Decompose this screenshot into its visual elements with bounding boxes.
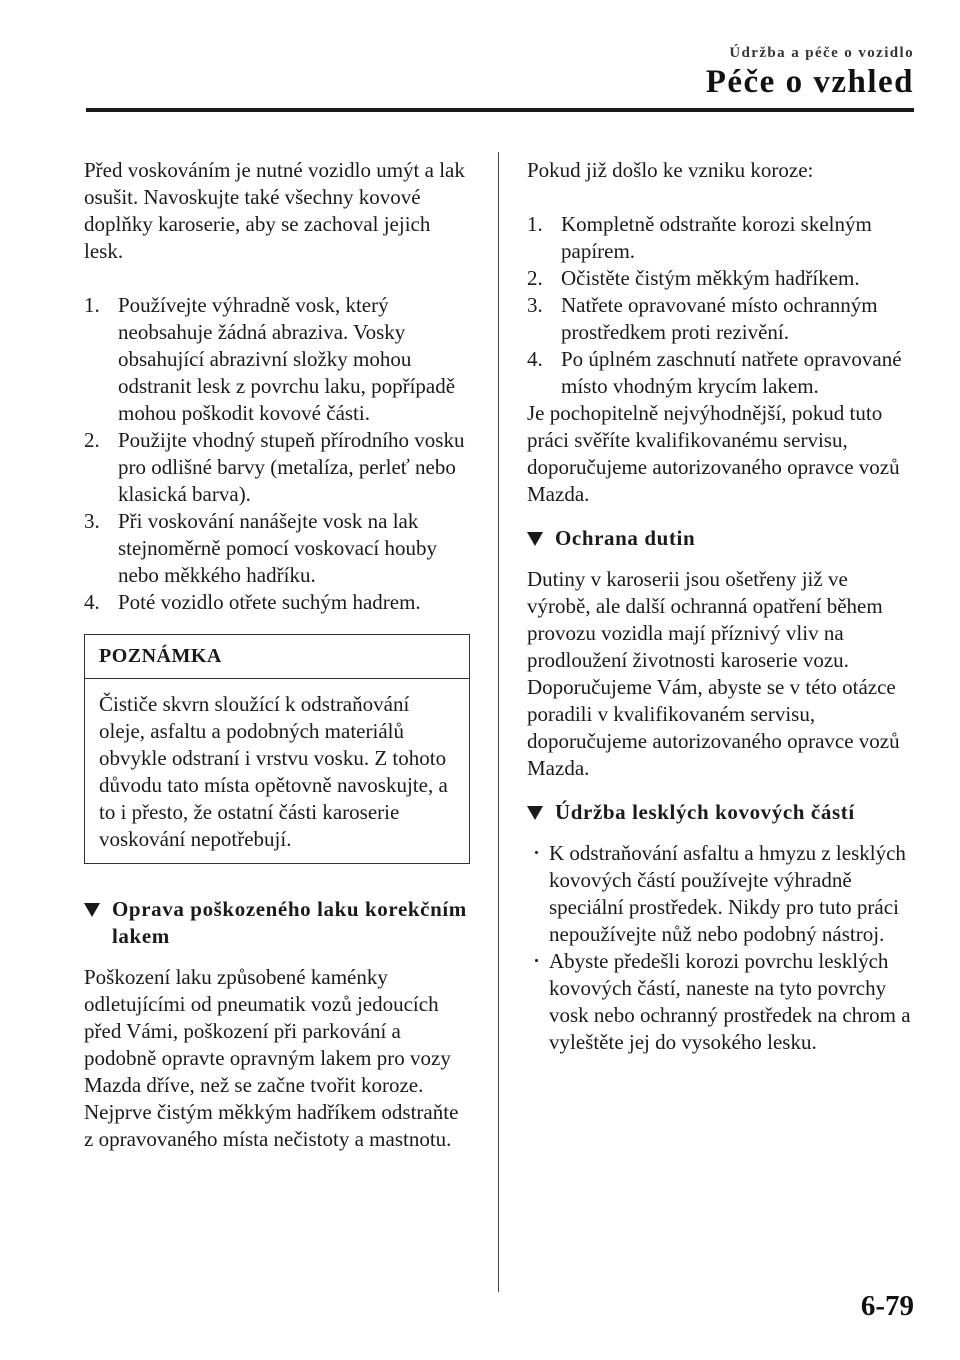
triangle-down-icon — [527, 806, 543, 820]
list-item — [84, 427, 470, 508]
step-text: Po úplném zaschnutí natřete opravované místo vhodným krycím lakem. — [561, 347, 902, 398]
step-text: Používejte výhradně vosk, který neobsahuje žádná abraziva. Vosky obsahující abrazivní složky mohou odstranit lesk z povrchu laku, popřípadě mohou poškodit kovové části. — [118, 293, 456, 425]
triangle-down-icon — [527, 532, 543, 546]
bullet-icon — [535, 959, 538, 962]
left-intro: Před voskováním je nutné vozidlo umýt a lak osušit. Navoskujte také všechny kovové doplňky karoserie, aby se zachoval jejich lesk. — [84, 158, 465, 263]
bullet-text: Abyste předešli korozi povrchu lesklých kovových částí, naneste na tyto povrchy vosk nebo ochranný prostředek na chrom a vyleštěte jej do vysokého lesku. — [549, 949, 911, 1054]
step-text: Očistěte čistým měkkým hadříkem. — [561, 266, 860, 290]
note-title: POZNÁMKA — [85, 635, 469, 679]
left-column — [84, 157, 470, 1153]
note-box — [84, 634, 470, 864]
section-heading — [527, 799, 915, 826]
step-number: 1. — [527, 212, 543, 236]
section-title: Údržba a péče o vozidlo — [729, 45, 914, 61]
column-divider — [498, 152, 499, 1292]
step-number: 2. — [527, 266, 543, 290]
corrosion-steps — [527, 211, 915, 400]
step-text: Kompletně odstraňte korozi skelným papírem. — [561, 212, 872, 263]
heading-text: Oprava poškozeného laku korekčním lakem — [112, 897, 467, 948]
step-text: Poté vozidlo otřete suchým hadrem. — [118, 590, 421, 614]
list-item — [527, 265, 915, 292]
paint-repair-paragraph: Poškození laku způsobené kaménky odletujícími od pneumatik vozů jedoucích před Vámi, poškození při parkování a podobně opravte opravným lakem pro vozy Mazda dříve, než se začne tvořit koroze. Nejprve čistým měkkým hadříkem odstraňte z opravovaného místa nečistoty a mastnotu. — [84, 965, 459, 1151]
section-heading — [527, 525, 915, 552]
right-column — [527, 157, 915, 1056]
step-number: 3. — [84, 509, 100, 533]
step-text: Použijte vhodný stupeň přírodního vosku pro odlišné barvy (metalíza, perleť nebo klasická barva). — [118, 428, 465, 506]
step-text: Při voskování nanášejte vosk na lak stejnoměrně pomocí voskovací houby nebo měkkého hadříku. — [118, 509, 438, 587]
header-rule — [86, 108, 914, 112]
list-item — [527, 211, 915, 265]
waxing-steps — [84, 292, 470, 616]
list-item — [527, 346, 915, 400]
list-item — [84, 508, 470, 589]
step-text: Natřete opravované místo ochranným prostředkem proti rezivění. — [561, 293, 878, 344]
section-heading — [84, 896, 470, 950]
triangle-down-icon — [84, 903, 100, 917]
list-item — [84, 292, 470, 427]
page-title: Péče o vzhled — [705, 64, 914, 100]
step-number: 4. — [527, 347, 543, 371]
service-paragraph: Je pochopitelně nejvýhodnější, pokud tuto práci svěříte kvalifikovanému servisu, doporučujeme autorizovaného opravce vozů Mazda. — [527, 401, 900, 506]
metal-care-bullets — [527, 840, 915, 1056]
step-number: 3. — [527, 293, 543, 317]
list-item — [527, 948, 915, 1056]
bullet-icon — [535, 851, 538, 854]
list-item — [527, 292, 915, 346]
step-number: 4. — [84, 590, 100, 614]
list-item — [527, 840, 915, 948]
page-number: 6-79 — [860, 1290, 914, 1322]
note-text: Čističe skvrn sloužící k odstraňování oleje, asfaltu a podobných materiálů obvykle odstraní i vrstvu vosku. Z tohoto důvodu tato místa opětovně navoskujte, a to i přesto, že ostatní části karoserie voskování nepotřebují. — [99, 692, 448, 851]
heading-text: Ochrana dutin — [555, 526, 696, 550]
cavity-paragraph: Dutiny v karoserii jsou ošetřeny již ve výrobě, ale další ochranná opatření během provozu vozidla mají příznivý vliv na prodloužení životnosti karoserie vozu. Doporučujeme Vám, abyste se v této otázce poradili v kvalifikovaném servisu, doporučujeme autorizovaného opravce vozů Mazda. — [527, 567, 900, 780]
step-number: 2. — [84, 428, 100, 452]
right-intro: Pokud již došlo ke vzniku koroze: — [527, 158, 814, 182]
list-item — [84, 589, 470, 616]
bullet-text: K odstraňování asfaltu a hmyzu z lesklých kovových částí používejte výhradně speciální prostředek. Nikdy pro tuto práci nepoužívejte nůž nebo podobný nástroj. — [549, 841, 906, 946]
heading-text: Údržba lesklých kovových částí — [555, 800, 855, 824]
step-number: 1. — [84, 293, 100, 317]
